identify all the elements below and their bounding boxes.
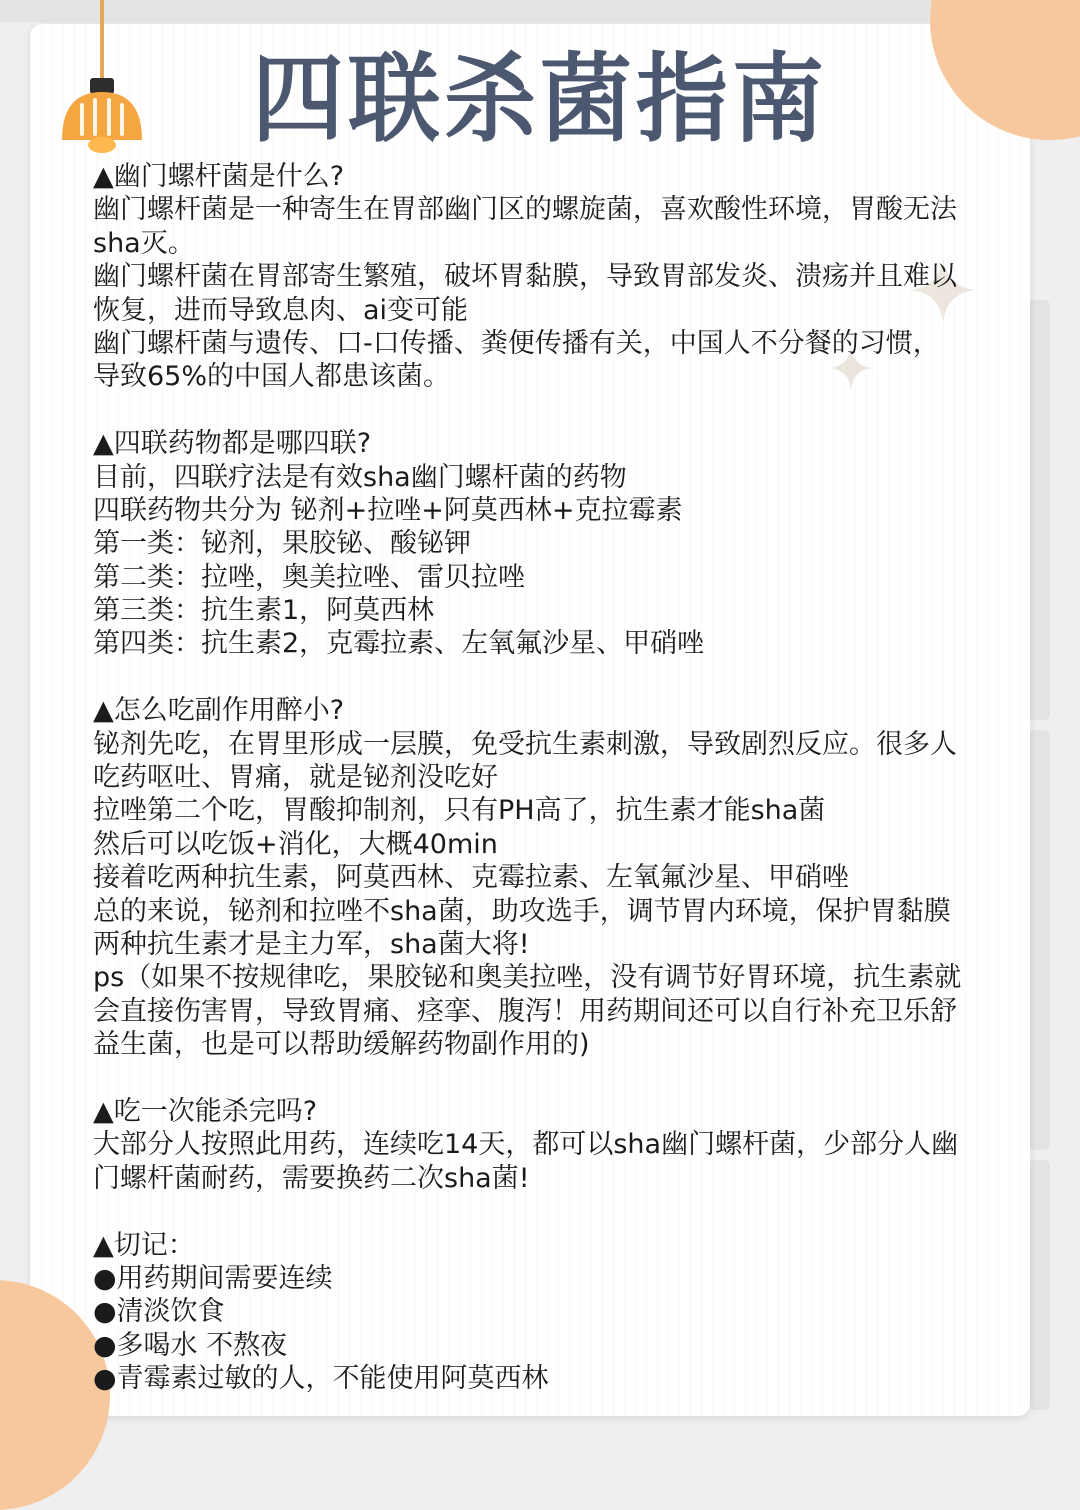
body-line: 幽门螺杆菌在胃部寄生繁殖，破坏胃黏膜，导致胃部发炎、溃疡并且难以 — [93, 261, 957, 293]
section-gap — [93, 1062, 993, 1095]
body-line: 第二类：拉唑，奥美拉唑、雷贝拉唑 — [93, 561, 525, 593]
body-line: 吃药呕吐、胃痛，就是铋剂没吃好 — [93, 762, 498, 794]
body-line: 益生菌，也是可以帮助缓解药物副作用的) — [93, 1029, 590, 1061]
page-title: 四联杀菌指南 — [251, 43, 828, 156]
body-line: 总的来说，铋剂和拉唑不sha菌，助攻选手，调节胃内环境，保护胃黏膜 — [93, 895, 951, 927]
bullet-item: ●多喝水 不熬夜 — [93, 1329, 288, 1361]
section-heading: ▲四联药物都是哪四联? — [93, 428, 372, 460]
section-gap — [93, 1195, 993, 1228]
body-line: 接着吃两种抗生素，阿莫西林、克霉拉素、左氧氟沙星、甲硝唑 — [93, 862, 849, 894]
article-body — [93, 160, 993, 1395]
body-line: 铋剂先吃，在胃里形成一层膜，免受抗生素刺激，导致剧烈反应。很多人 — [93, 728, 957, 760]
side-tab — [1028, 1160, 1050, 1410]
section-how-to-take — [93, 694, 993, 1061]
body-line: 幽门螺杆菌与遗传、口-口传播、粪便传播有关，中国人不分餐的习惯， — [93, 327, 940, 359]
section-what-is — [93, 160, 993, 394]
section-heading: ▲怎么吃副作用醉小? — [93, 695, 345, 727]
bullet-item: ●用药期间需要连续 — [93, 1262, 333, 1294]
body-line: 两种抗生素才是主力军，sha菌大将! — [93, 928, 530, 960]
body-line: sha灭。 — [93, 227, 195, 259]
body-line: 导致65%的中国人都患该菌。 — [93, 361, 451, 393]
section-gap — [93, 661, 993, 694]
body-line: 大部分人按照此用药，连续吃14天，都可以sha幽门螺杆菌，少部分人幽 — [93, 1129, 959, 1161]
body-line: 四联药物共分为 铋剂+拉唑+阿莫西林+克拉霉素 — [93, 494, 683, 526]
body-line: 第四类：抗生素2，克霉拉素、左氧氟沙星、甲硝唑 — [93, 628, 705, 660]
body-line: 拉唑第二个吃，胃酸抑制剂，只有PH高了，抗生素才能sha菌 — [93, 795, 826, 827]
side-tab — [1028, 300, 1050, 720]
body-line: 目前，四联疗法是有效sha幽门螺杆菌的药物 — [93, 461, 627, 493]
bullet-item: ●清淡饮食 — [93, 1296, 225, 1328]
background-strip — [0, 0, 1080, 22]
body-line: ps（如果不按规律吃，果胶铋和奥美拉唑，没有调节好胃环境，抗生素就 — [93, 962, 962, 994]
section-heading: ▲吃一次能杀完吗? — [93, 1095, 318, 1127]
section-gap — [93, 394, 993, 427]
body-line: 会直接伤害胃，导致胃痛、痉挛、腹泻！用药期间还可以自行补充卫乐舒 — [93, 995, 957, 1027]
section-four-drugs — [93, 427, 993, 661]
body-line: 第三类：抗生素1，阿莫西林 — [93, 595, 435, 627]
body-line: 然后可以吃饭+消化，大概40min — [93, 828, 498, 860]
body-line: 幽门螺杆菌是一种寄生在胃部幽门区的螺旋菌，喜欢酸性环境，胃酸无法 — [93, 194, 957, 226]
body-line: 恢复，进而导致息肉、ai变可能 — [93, 294, 469, 326]
bullet-item: ●青霉素过敏的人，不能使用阿莫西林 — [93, 1363, 549, 1395]
section-heading: ▲切记： — [93, 1229, 195, 1261]
section-one-course — [93, 1095, 993, 1195]
body-line: 第一类：铋剂，果胶铋、酸铋钾 — [93, 528, 471, 560]
section-remember — [93, 1229, 993, 1396]
side-tab — [1028, 730, 1050, 1150]
body-line: 门螺杆菌耐药，需要换药二次sha菌! — [93, 1162, 530, 1194]
section-heading: ▲幽门螺杆菌是什么? — [93, 161, 345, 192]
